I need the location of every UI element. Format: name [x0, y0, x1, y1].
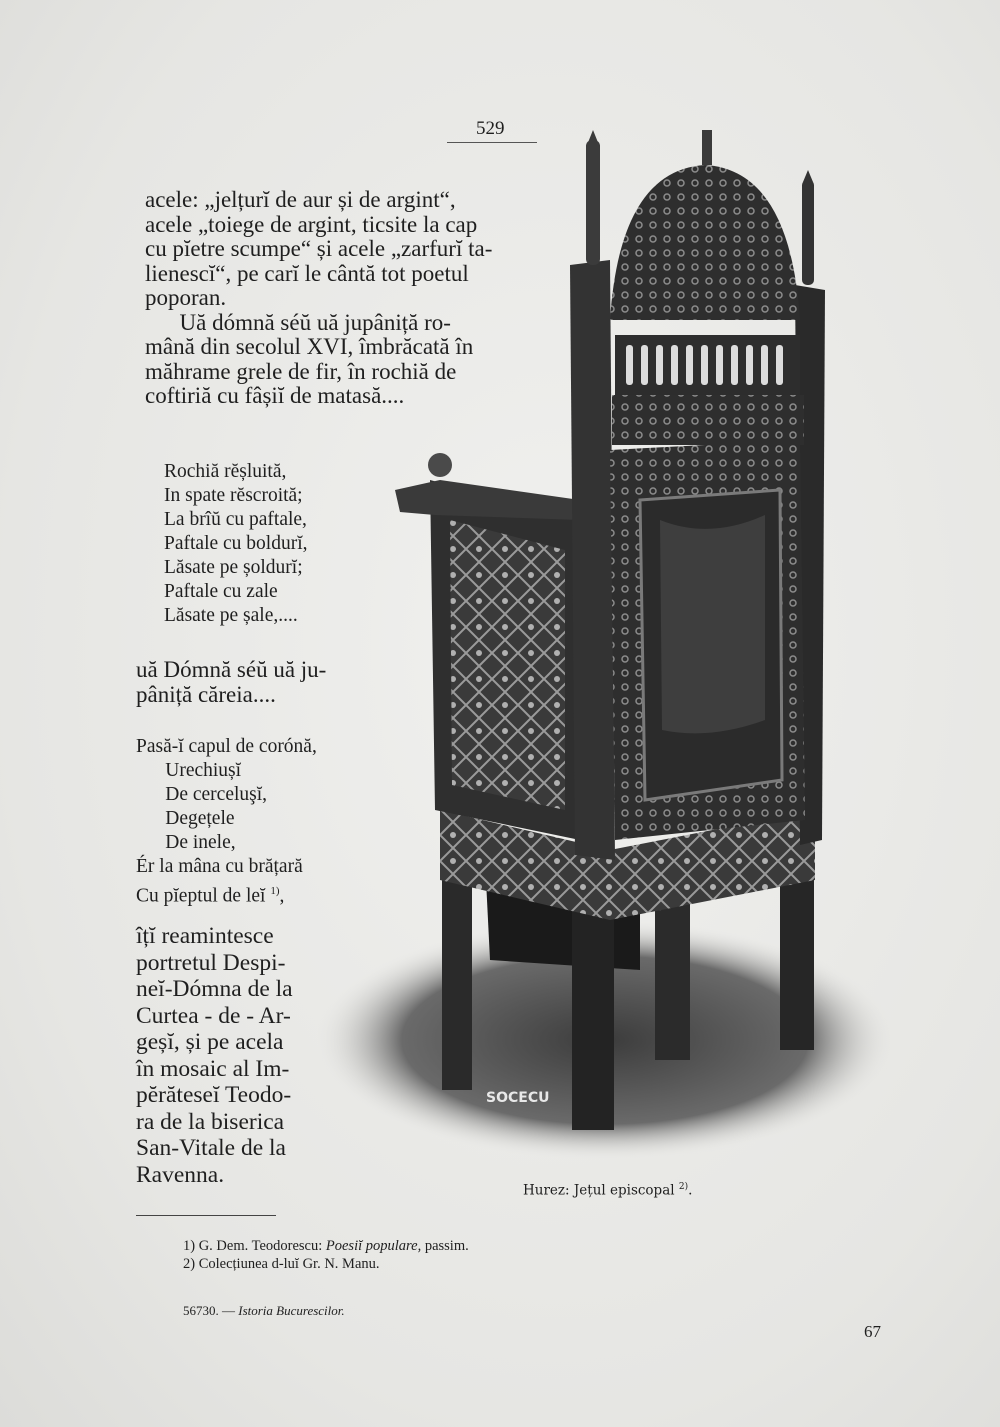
- figure-caption: Hurez: Jețul episcopal $^{2)}$.: [523, 1182, 693, 1199]
- page-number: 529: [476, 118, 505, 139]
- footnote-1: [183, 1237, 469, 1255]
- poem-2: Pasă-ĭ capul de corónă, Urechiușĭ De cerceluşĭ, Degețele De inele, Ér la mâna cu brățară Cu pĭeptul de leĭ $^{1)}$,: [136, 736, 317, 907]
- footnote-rule: [136, 1215, 276, 1216]
- printer-imprint: [183, 1303, 345, 1319]
- footnotes: [183, 1237, 469, 1273]
- photo-credit: SOCECU: [486, 1090, 550, 1106]
- paragraph-2: uă Dómnă séŭ uă ju- pâniță căreia....: [136, 657, 327, 707]
- footnote-2: 2) Colecțiunea d-luĭ Gr. N. Manu.: [183, 1256, 380, 1272]
- paragraph-1: acele: „jelțurĭ de aur și de argint“, acele „toiege de argint, ticsite la cap cu pĭetre scumpe“ și acele „zarfurĭ ta- lienescĭ“, pe carĭ le cântă tot poetul poporan. Uă dómnă séŭ uă jupâniță ro- mână din secolul XVI, îmbrăcată în măhrame grele de fir, în rochiă de coftiriă cu fâșiĭ de matasă....: [145, 187, 493, 408]
- footnote-1-suffix: passim.: [421, 1238, 469, 1254]
- footnote-1-title: Poesiĭ populare,: [325, 1238, 422, 1254]
- poem-1: Rochiă rĕșluită, In spate rĕscroită; La brîŭ cu paftale, Paftale cu boldurĭ, Lăsate pe șoldurĭ; Paftale cu zale Lăsate pe șale,....: [164, 461, 308, 626]
- imprint-number: 56730. —: [183, 1303, 239, 1318]
- footnote-1-author: 1) G. Dem. Teodorescu:: [183, 1238, 326, 1254]
- imprint-title: Istoria Bucurescilor.: [238, 1303, 345, 1318]
- caption-footnote-ref: 2): [678, 1182, 689, 1192]
- poem-2-text: Pasă-ĭ capul de corónă, Urechiușĭ De cerceluşĭ, Degețele De inele, Ér la mâna cu brățară Cu pĭeptul de leĭ: [136, 736, 317, 907]
- poem-2-footnote-ref: 1): [270, 885, 280, 897]
- caption-text: Hurez: Jețul episcopal: [523, 1182, 675, 1199]
- paragraph-3: îțĭ reamintesce portretul Despi- neĭ-Dómna de la Curtea - de - Ar- geșĭ, și pe acela în mosaic al Im- pĕrăteseĭ Teodo- ra de la biserica San-Vitale de la Ravenna.: [136, 923, 293, 1188]
- signature-mark: 67: [864, 1322, 881, 1341]
